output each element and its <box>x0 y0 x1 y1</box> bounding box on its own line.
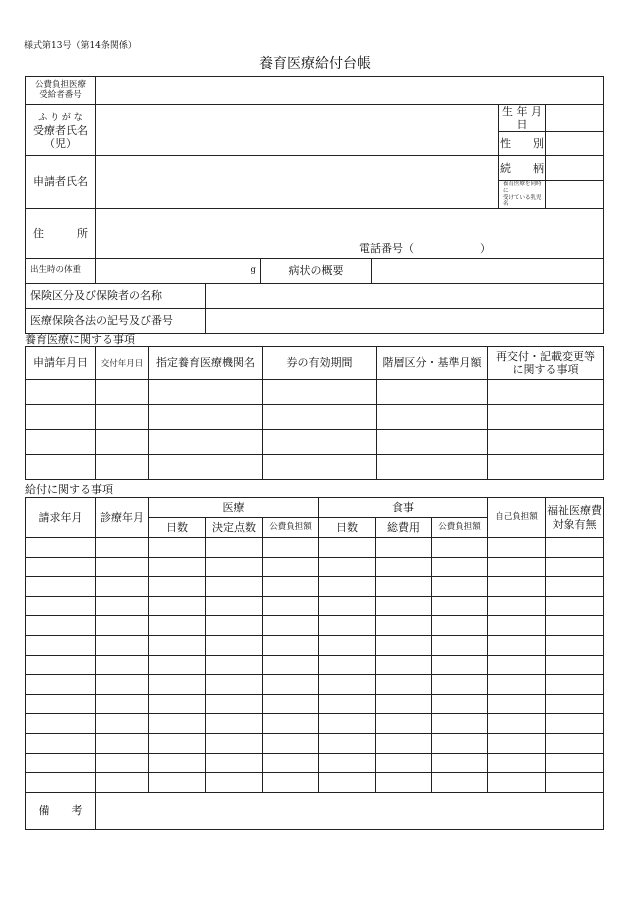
table-cell[interactable] <box>149 733 206 753</box>
col-meal-total: 総費用 <box>376 518 432 538</box>
table-cell[interactable] <box>206 557 263 577</box>
table-cell[interactable] <box>263 557 319 577</box>
table-cell[interactable] <box>149 577 206 597</box>
table-cell[interactable] <box>149 557 206 577</box>
meal-group-header: 食事 <box>319 498 488 518</box>
table-cell[interactable] <box>546 733 604 753</box>
col-self-pay: 自己負担額 <box>488 498 546 538</box>
table-cell[interactable] <box>149 635 206 655</box>
recipient-name-field[interactable] <box>96 105 499 156</box>
table-row <box>26 538 604 558</box>
table-cell[interactable] <box>432 557 488 577</box>
table-cell[interactable] <box>546 635 604 655</box>
table-cell[interactable] <box>432 655 488 675</box>
table-cell[interactable] <box>319 773 376 793</box>
table-cell[interactable] <box>376 773 432 793</box>
table-cell[interactable] <box>546 675 604 695</box>
table-cell[interactable] <box>432 733 488 753</box>
recipient-info-table <box>25 76 604 334</box>
care-table <box>25 346 604 480</box>
table-cell[interactable] <box>432 635 488 655</box>
table-cell[interactable] <box>319 655 376 675</box>
col-medical-points: 決定点数 <box>206 518 263 538</box>
table-cell[interactable] <box>546 694 604 714</box>
table-cell[interactable] <box>546 655 604 675</box>
table-cell[interactable] <box>26 596 96 616</box>
col-medical-public-amount: 公費負担額 <box>263 518 319 538</box>
table-cell[interactable] <box>488 733 546 753</box>
table-row <box>26 430 604 455</box>
sibling-field[interactable] <box>546 181 604 208</box>
col-medical-institution: 指定養育医療機関名 <box>149 347 263 380</box>
table-cell[interactable] <box>96 577 149 597</box>
table-cell[interactable] <box>263 596 319 616</box>
table-cell[interactable] <box>376 635 432 655</box>
table-cell[interactable] <box>432 596 488 616</box>
table-cell[interactable] <box>149 538 206 558</box>
table-cell[interactable] <box>26 557 96 577</box>
table-cell[interactable] <box>319 753 376 773</box>
weight-unit: g <box>250 264 256 275</box>
applicant-name-field[interactable] <box>96 156 499 208</box>
table-cell[interactable] <box>488 616 546 636</box>
table-cell[interactable] <box>26 733 96 753</box>
table-cell[interactable] <box>206 616 263 636</box>
col-meal-public-amount: 公費負担額 <box>432 518 488 538</box>
sibling-label: 養育医療を同時に 受けている乳児名 <box>499 181 546 208</box>
table-cell[interactable] <box>488 694 546 714</box>
table-cell[interactable] <box>376 733 432 753</box>
table-cell[interactable] <box>26 635 96 655</box>
table-cell[interactable] <box>319 733 376 753</box>
care-section-title: 養育医療に関する事項 <box>25 333 135 346</box>
table-cell[interactable] <box>376 655 432 675</box>
table-cell[interactable] <box>432 577 488 597</box>
table-cell[interactable] <box>96 596 149 616</box>
table-cell[interactable] <box>488 557 546 577</box>
table-cell[interactable] <box>488 714 546 734</box>
address-label: 住 所 <box>26 208 96 258</box>
table-cell[interactable] <box>149 616 206 636</box>
col-validity-period: 券の有効期間 <box>263 347 377 380</box>
table-cell[interactable] <box>432 675 488 695</box>
col-reissue-matters: 再交付・記載変更等に関する事項 <box>488 347 604 380</box>
table-row <box>26 557 604 577</box>
table-cell[interactable] <box>26 694 96 714</box>
table-row <box>26 635 604 655</box>
remarks-label: 備 考 <box>26 792 96 829</box>
table-cell[interactable] <box>206 596 263 616</box>
table-cell[interactable] <box>546 773 604 793</box>
table-cell[interactable] <box>149 675 206 695</box>
table-cell[interactable] <box>319 557 376 577</box>
col-meal-days: 日数 <box>319 518 376 538</box>
table-cell[interactable] <box>263 616 319 636</box>
table-cell[interactable] <box>376 577 432 597</box>
table-cell[interactable] <box>263 655 319 675</box>
table-cell[interactable] <box>376 538 432 558</box>
table-cell[interactable] <box>206 753 263 773</box>
table-cell[interactable] <box>149 694 206 714</box>
table-cell[interactable] <box>149 596 206 616</box>
table-cell[interactable] <box>206 733 263 753</box>
table-row <box>26 455 604 480</box>
medical-group-header: 医療 <box>149 498 319 518</box>
table-cell[interactable] <box>96 616 149 636</box>
form-code: 様式第13号（第14条関係） <box>24 41 137 51</box>
remarks-field[interactable] <box>96 792 604 829</box>
table-row <box>26 616 604 636</box>
table-cell[interactable] <box>432 714 488 734</box>
gender-label: 性 別 <box>499 132 546 156</box>
table-cell[interactable] <box>96 773 149 793</box>
table-cell[interactable] <box>488 773 546 793</box>
table-cell[interactable] <box>26 753 96 773</box>
table-cell[interactable] <box>206 675 263 695</box>
table-cell[interactable] <box>96 694 149 714</box>
table-cell[interactable] <box>546 538 604 558</box>
table-cell[interactable] <box>488 635 546 655</box>
page-title: 養育医療給付台帳 <box>259 56 371 72</box>
col-tier-base-amount: 階層区分・基準月額 <box>377 347 488 380</box>
table-cell[interactable] <box>26 655 96 675</box>
table-row <box>26 577 604 597</box>
table-cell[interactable] <box>263 773 319 793</box>
col-application-date: 申請年月日 <box>26 347 96 380</box>
table-row <box>26 675 604 695</box>
table-cell[interactable] <box>376 675 432 695</box>
table-cell[interactable] <box>206 655 263 675</box>
table-cell[interactable] <box>546 557 604 577</box>
table-cell[interactable] <box>432 694 488 714</box>
table-cell[interactable] <box>488 675 546 695</box>
table-cell[interactable] <box>546 577 604 597</box>
table-cell[interactable] <box>319 596 376 616</box>
table-cell[interactable] <box>432 753 488 773</box>
table-cell[interactable] <box>488 753 546 773</box>
table-cell[interactable] <box>546 616 604 636</box>
table-cell[interactable] <box>149 753 206 773</box>
table-row <box>26 380 604 405</box>
table-cell[interactable] <box>149 773 206 793</box>
table-cell[interactable] <box>546 753 604 773</box>
table-cell[interactable] <box>488 538 546 558</box>
birth-weight-label: 出生時の体重 <box>26 258 96 283</box>
table-cell[interactable] <box>149 655 206 675</box>
address-field[interactable] <box>96 208 604 258</box>
table-cell[interactable] <box>319 616 376 636</box>
table-cell[interactable] <box>376 596 432 616</box>
table-cell[interactable] <box>96 538 149 558</box>
table-cell[interactable] <box>432 538 488 558</box>
benefit-table <box>25 497 604 830</box>
table-cell[interactable] <box>96 675 149 695</box>
table-cell[interactable] <box>263 753 319 773</box>
table-cell[interactable] <box>26 714 96 734</box>
table-cell[interactable] <box>488 577 546 597</box>
table-cell[interactable] <box>206 773 263 793</box>
table-cell[interactable] <box>206 635 263 655</box>
table-row <box>26 596 604 616</box>
table-row <box>26 733 604 753</box>
recipient-number-label: 公費負担医療 受給者番号 <box>26 77 96 105</box>
applicant-name-label: 申請者氏名 <box>26 156 96 208</box>
table-cell[interactable] <box>319 538 376 558</box>
birth-date-label: 生 年 月 日 <box>499 105 546 132</box>
table-cell[interactable] <box>206 694 263 714</box>
insurance-number-field[interactable] <box>206 308 604 333</box>
table-row <box>26 405 604 430</box>
phone-label: 電話番号（ ） <box>359 241 491 255</box>
table-cell[interactable] <box>546 596 604 616</box>
table-cell[interactable] <box>26 616 96 636</box>
table-cell[interactable] <box>263 538 319 558</box>
table-cell[interactable] <box>263 675 319 695</box>
table-cell[interactable] <box>206 714 263 734</box>
recipient-name-label: ふ り が な 受療者氏名 （児） <box>26 105 96 156</box>
table-row <box>26 753 604 773</box>
gender-field[interactable] <box>546 132 604 156</box>
table-cell[interactable] <box>376 753 432 773</box>
table-cell[interactable] <box>26 577 96 597</box>
relationship-label: 続 柄 <box>499 156 546 181</box>
birth-date-field[interactable] <box>546 105 604 132</box>
table-cell[interactable] <box>26 538 96 558</box>
table-cell[interactable] <box>319 694 376 714</box>
table-cell[interactable] <box>263 733 319 753</box>
table-cell[interactable] <box>149 714 206 734</box>
table-cell[interactable] <box>319 714 376 734</box>
table-cell[interactable] <box>96 655 149 675</box>
table-cell[interactable] <box>319 577 376 597</box>
table-cell[interactable] <box>376 616 432 636</box>
table-cell[interactable] <box>376 714 432 734</box>
table-cell[interactable] <box>376 694 432 714</box>
col-medical-days: 日数 <box>149 518 206 538</box>
table-cell[interactable] <box>206 577 263 597</box>
table-cell[interactable] <box>546 714 604 734</box>
table-cell[interactable] <box>96 557 149 577</box>
recipient-number-field[interactable] <box>96 77 604 105</box>
table-cell[interactable] <box>96 635 149 655</box>
table-cell[interactable] <box>488 655 546 675</box>
table-cell[interactable] <box>319 635 376 655</box>
birth-weight-field[interactable] <box>96 258 261 283</box>
relationship-field[interactable] <box>546 156 604 181</box>
table-cell[interactable] <box>432 616 488 636</box>
symptoms-label: 病状の概要 <box>261 258 372 283</box>
benefit-section-title: 給付に関する事項 <box>25 483 113 496</box>
insurance-category-field[interactable] <box>206 283 604 308</box>
table-cell[interactable] <box>206 538 263 558</box>
table-row <box>26 773 604 793</box>
insurance-number-label: 医療保険各法の記号及び番号 <box>26 308 206 333</box>
symptoms-field[interactable] <box>372 258 604 283</box>
table-cell[interactable] <box>319 675 376 695</box>
table-cell[interactable] <box>26 773 96 793</box>
table-cell[interactable] <box>432 773 488 793</box>
table-row <box>26 714 604 734</box>
table-cell[interactable] <box>263 635 319 655</box>
table-row <box>26 694 604 714</box>
table-cell[interactable] <box>263 577 319 597</box>
col-welfare: 福祉医療費対象有無 <box>546 498 604 538</box>
table-row <box>26 655 604 675</box>
insurance-category-label: 保険区分及び保険者の名称 <box>26 283 206 308</box>
col-claim-month: 請求年月 <box>26 498 96 538</box>
table-cell[interactable] <box>96 714 149 734</box>
table-cell[interactable] <box>96 753 149 773</box>
table-cell[interactable] <box>488 596 546 616</box>
table-cell[interactable] <box>263 694 319 714</box>
col-treatment-month: 診療年月 <box>96 498 149 538</box>
table-cell[interactable] <box>263 714 319 734</box>
col-issue-date: 交付年月日 <box>96 347 149 380</box>
table-cell[interactable] <box>376 557 432 577</box>
table-cell[interactable] <box>96 733 149 753</box>
table-cell[interactable] <box>26 675 96 695</box>
